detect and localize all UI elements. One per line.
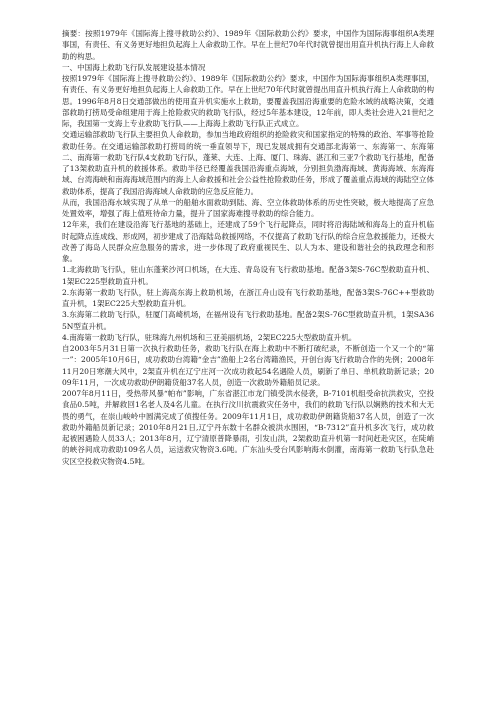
section-heading: 一、中国海上救助飞行队发展建设基本情况 bbox=[62, 62, 206, 72]
list-item-donghai-first: 2.东海第一救助飞行队，驻上海高东海上救助机场，在浙江舟山设有飞行救助基地，配备3架S-76C++型救助直升机，1架EC225大型救助直升机。 bbox=[62, 287, 434, 308]
body-paragraph: 自2003年5月31日第一次执行救助任务，救助飞行队在海上救助中不断打破纪录，不断创造一个又一个的“第一”：2005年10月6日，成功救助台湾籍“金吉”渔船上2名台湾籍渔民，开创台海飞行救助合作的先例；2008年11月20日寒潮大风中，2架直升机在辽宁庄河一次成功救起54名遇险人员，刷新了单日、单机救助新记录；2009年11月，一次成功救助伊朗籍货船37名人员，创造一次救助外籍船员记录。 bbox=[62, 344, 434, 387]
body-paragraph: 交通运输部救助飞行队主要担负人命救助，参加当地政府组织的抢险救灾和国家指定的特殊的政治、军事等抢险救助任务。在交通运输部救助打捞局的统一垂直领导下，现已发展成拥有交通部北海第一、东海第一、东海第二、南海第一救助飞行队4支救助飞行队，蓬莱、大连、上海、厦门、珠海、湛江和三亚7个救助飞行基地，配备了13架救助直升机的救援体系。救助半径已经覆盖我国沿海重点海域，分别担负渤海海域、黄海海域、东海海域、台湾海峡和南海海域范围内的海上人命救援和社会公益性抢险救助任务，形成了覆盖重点海域的海陆空立体救助体系，提高了我国沿海海域人命救助的应急反应能力。 bbox=[62, 130, 434, 196]
body-paragraph: 12年来，我们在建设沿海飞行基地的基础上，还建成了59个飞行起降点，同时将沿海陆域和海岛上的直升机临时起降点连成线、形成网，初步建成了沿海陆岛救援网络，不仅提高了救助飞行队的综合应急救援能力，还极大改善了海岛人民群众应急服务的需求，进一步体现了政府重视民生、以人为本、建设和谐社会的执政理念和形象。 bbox=[62, 220, 434, 263]
list-item-beihai: 1.北海救助飞行队，驻山东蓬莱沙河口机场，在大连、青岛设有飞行救助基地。配备3架S-76C型救助直升机、1架EC225型救助直升机。 bbox=[62, 265, 434, 286]
body-paragraph: 2007年8月11日，受热带风暴“帕布”影响，广东省湛江市龙门镇受洪水侵袭，B-7101机组受命抗洪救灾，空投食品0.5吨，并解救回1名老人及4名儿童。在执行汶川抗震救灾任务中，我们的救助飞行队以娴熟的技术和大无畏的勇气，在崇山峻岭中圆满完成了侦搜任务。2009年11月1日，成功救助伊朗籍货船37名人员，创造了一次救助外籍船员新记录；2010年8月21日,辽宁丹东数十名群众被洪水围困，“B-7312”直升机多次飞行，成功救起被困遇险人员33人；2013年8月，辽宁清原普降暴雨，引发山洪，2架救助直升机第一时间赶赴灾区，在陡峭的峡谷间成功救助109名人员，运送救灾物资3.6吨。广东汕头受台风影响海水倒灌，南海第一救助飞行队急赴灾区空投救灾物资4.5吨。 bbox=[62, 389, 434, 466]
body-paragraph: 按照1979年《国际海上搜寻救助公约》、1989年《国际救助公约》要求，中国作为国际海事组织A类理事国，有责任、有义务更好地担负起海上人命救助工作。早在上世纪70年代时就曾提出用直升机执行海上人命救助的构思。1996年8月8日交通部做出的使用直升机实施水上救助，要覆盖我国沿海重要的危险水域的战略决策，交通部救助打捞局受命组建用于海上抢险救灾的救助飞行队，经过5年基本建设，12年前，即人类社会进入21世纪之际，我国第一支海上专业救助飞行队——上海海上救助飞行队正式成立。 bbox=[62, 74, 434, 128]
body-paragraph: 从而，我国沿海水域实现了从单一的船舶水面救助到陆、海、空立体救助体系的历史性突破，极大地提高了应急处置效率，增强了海上值班待命力量，提升了国家海难搜寻救助的综合能力。 bbox=[62, 197, 434, 218]
list-item-nanhai-first: 4.南海第一救助飞行队，驻珠海九州机场和三亚美丽机场，2架EC225大型救助直升机。 bbox=[62, 332, 357, 342]
list-item-donghai-second: 3.东海第二救助飞行队，驻厦门高崎机场，在福州设有飞行救助基地。配备2架S-76C型救助直升机，1架SA365N型直升机。 bbox=[62, 310, 434, 331]
abstract-paragraph: 摘要：按照1979年《国际海上搜寻救助公约》、1989年《国际救助公约》要求，中国作为国际海事组织A类理事国，有责任、有义务更好地担负起海上人命救助工作。早在上世纪70年代时就曾提出用直升机执行海上人命救助的构思。 bbox=[62, 29, 434, 61]
document-page bbox=[62, 28, 434, 467]
